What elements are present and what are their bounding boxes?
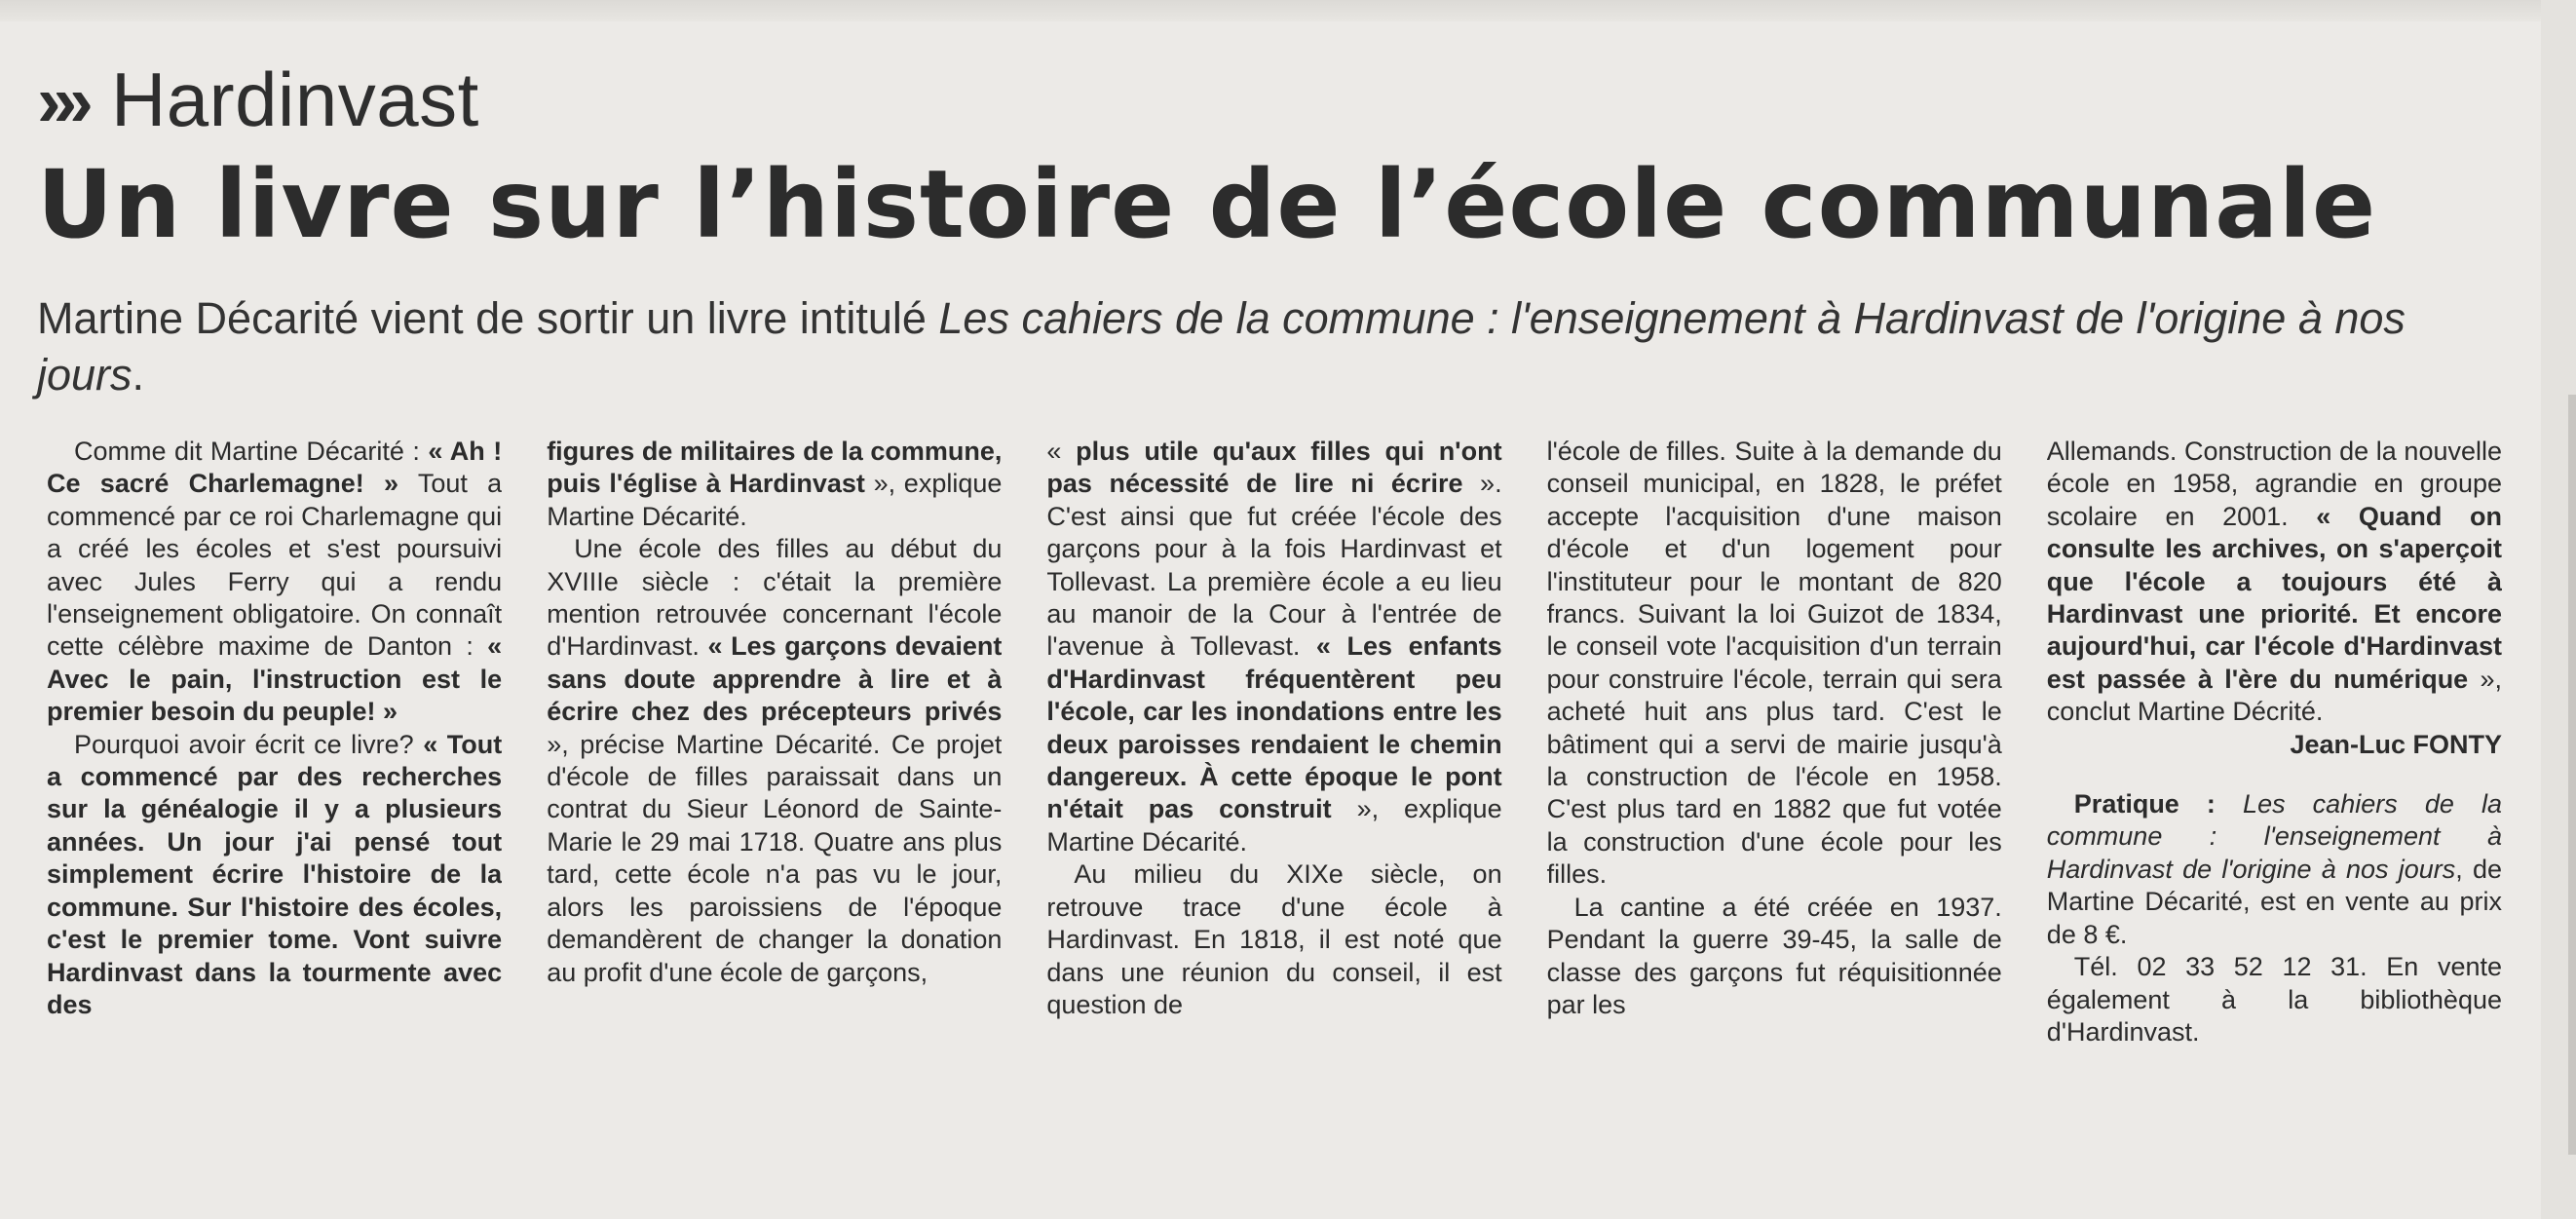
adjacent-column-rule	[2568, 395, 2576, 1155]
chevron-icon: ›››	[37, 60, 86, 141]
body-text: », explique Martine Décarité.	[1046, 794, 1502, 857]
adjacent-article-bleed	[0, 0, 2576, 21]
quote-text: « Quand on consulte les archives, on s'aperçoit que l'école a toujours été à Hardinvast une priorité. Et encore aujourd'hui, car l'école d'Hardinvast est passée à l'ère du numérique	[2046, 501, 2502, 694]
quote-text: « Tout a commencé par des recherches sur la généalogie il y a plusieurs années. Un jour j'ai pensé tout simplement écrire l'histoire de la commune. Sur l'histoire des écoles, c'est le premier tome. Vont suivre Hardinvast dans la tourmente avec des	[47, 729, 503, 1019]
article-paragraph	[1046, 436, 1501, 858]
article-paragraph	[547, 436, 1002, 533]
body-text: Au milieu du XIXe siècle, on retrouve trace d'une école à Hardinvast. En 1818, il est noté que dans une réunion du conseil, il est question de	[1046, 859, 1502, 1019]
text-column-2	[547, 436, 1002, 1205]
lead-text: Martine Décarité vient de sortir un livre intitulé	[37, 293, 939, 343]
body-text: Allemands. Construction de la nouvelle école en 1958, agrandie en groupe scolaire en 2001.	[2046, 437, 2502, 531]
town-name: Hardinvast	[110, 57, 479, 142]
quote-text: « Les enfants d'Hardinvast fréquentèrent peu l'école, car les inondations entre les deux paroisses rendaient le chemin dangereux. À cette époque le pont n'était pas construit	[1046, 631, 1502, 824]
page-edge	[2541, 0, 2576, 1219]
body-text: Pourquoi avoir écrit ce livre?	[74, 729, 424, 759]
body-text: l'école de filles. Suite à la demande du conseil municipal, en 1828, le préfet accepte l'acquisition d'une maison d'école et d'un logement pour l'instituteur pour le montant de 820 francs. Suivant la loi Guizot de 1834, le conseil vote l'acquisition d'un terrain pour construire l'école, terrain qui sera acheté huit ans plus tard. C'est le bâtiment qui a servi de mairie jusqu'à la construction de l'école en 1958. C'est plus tard en 1882 que fut votée la construction d'une école pour les filles.	[1546, 437, 2002, 890]
body-text: Tout a commencé par ce roi Charlemagne qui a créé les écoles et s'est poursuivi avec Jules Ferry qui a rendu l'enseignement obligatoire. On connaît cette célèbre maxime de Danton :	[47, 469, 503, 662]
body-text: «	[1046, 437, 1077, 466]
practical-book-title: Les cahiers de la commune : l'enseignement à Hardinvast de l'origine à nos jours	[2046, 789, 2502, 884]
practical-info	[2047, 788, 2502, 951]
body-text: ». C'est ainsi que fut créée l'école des garçons pour à la fois Hardinvast et Tollevast. La première école a eu lieu au manoir de la Cour à l'entrée de l'avenue à Tollevast.	[1046, 469, 1502, 662]
article-headline: Un livre sur l’histoire de l’école communale	[37, 150, 2377, 259]
quote-text: plus utile qu'aux filles qui n'ont pas nécessité de lire ni écrire	[1046, 437, 1502, 499]
author-signature: Jean-Luc FONTY	[2290, 729, 2502, 759]
text-column-4	[1547, 436, 2002, 1205]
text-column-1	[47, 436, 502, 1205]
article-paragraph	[2047, 436, 2502, 729]
book-title: Les cahiers de la commune : l'enseignement à Hardinvast de l'origine à nos jours	[37, 293, 2406, 400]
body-text: », explique Martine Décarité.	[547, 469, 1003, 531]
text-column-5	[2047, 436, 2502, 1205]
article-body	[47, 436, 2502, 1205]
section-kicker	[37, 53, 479, 148]
quote-text: « Les garçons devaient sans doute apprendre à lire et à écrire chez des précepteurs privés	[547, 631, 1003, 727]
quote-text: « Avec le pain, l'instruction est le premier besoin du peuple! »	[47, 631, 503, 727]
practical-label: Pratique :	[2073, 789, 2216, 819]
article-paragraph	[547, 533, 1002, 989]
column-5-body	[2047, 436, 2502, 729]
article-lead	[37, 290, 2521, 403]
practical-details: , de Martine Décarité, est en vente au prix de 8 €.	[2046, 854, 2502, 949]
body-text: Une école des filles au début du XVIIIe siècle : c'était la première mention retrouvée concernant l'école d'Hardinvast.	[547, 534, 1003, 662]
body-text: Comme dit Martine Décarité :	[74, 437, 429, 466]
quote-text: figures de militaires de la commune, puis l'église à Hardinvast	[547, 437, 1003, 499]
article-paragraph	[1547, 436, 2002, 892]
quote-text: « Ah ! Ce sacré Charlemagne! »	[47, 437, 503, 499]
body-text: », conclut Martine Décrité.	[2046, 664, 2502, 727]
body-text: », précise Martine Décarité. Ce projet d'école de filles paraissait dans un contrat du Sieur Léonord de Sainte-Marie le 29 mai 1718. Quatre ans plus tard, cette école n'a pas vu le jour, alors les paroissiens de l'époque demandèrent de changer la donation au profit d'une école de garçons,	[547, 729, 1003, 987]
contact-info: Tél. 02 33 52 12 31. En vente également à la bibliothèque d'Hardinvast.	[2046, 952, 2502, 1047]
body-text: La cantine a été créée en 1937. Pendant la guerre 39-45, la salle de classe des garçons fut réquisitionnée par les	[1546, 892, 2002, 1019]
lead-end: .	[132, 350, 145, 400]
article-paragraph	[1547, 892, 2002, 1022]
article-paragraph	[1046, 858, 1501, 1021]
text-column-3	[1046, 436, 1501, 1205]
article-paragraph	[47, 436, 502, 729]
article-paragraph	[47, 729, 502, 1022]
